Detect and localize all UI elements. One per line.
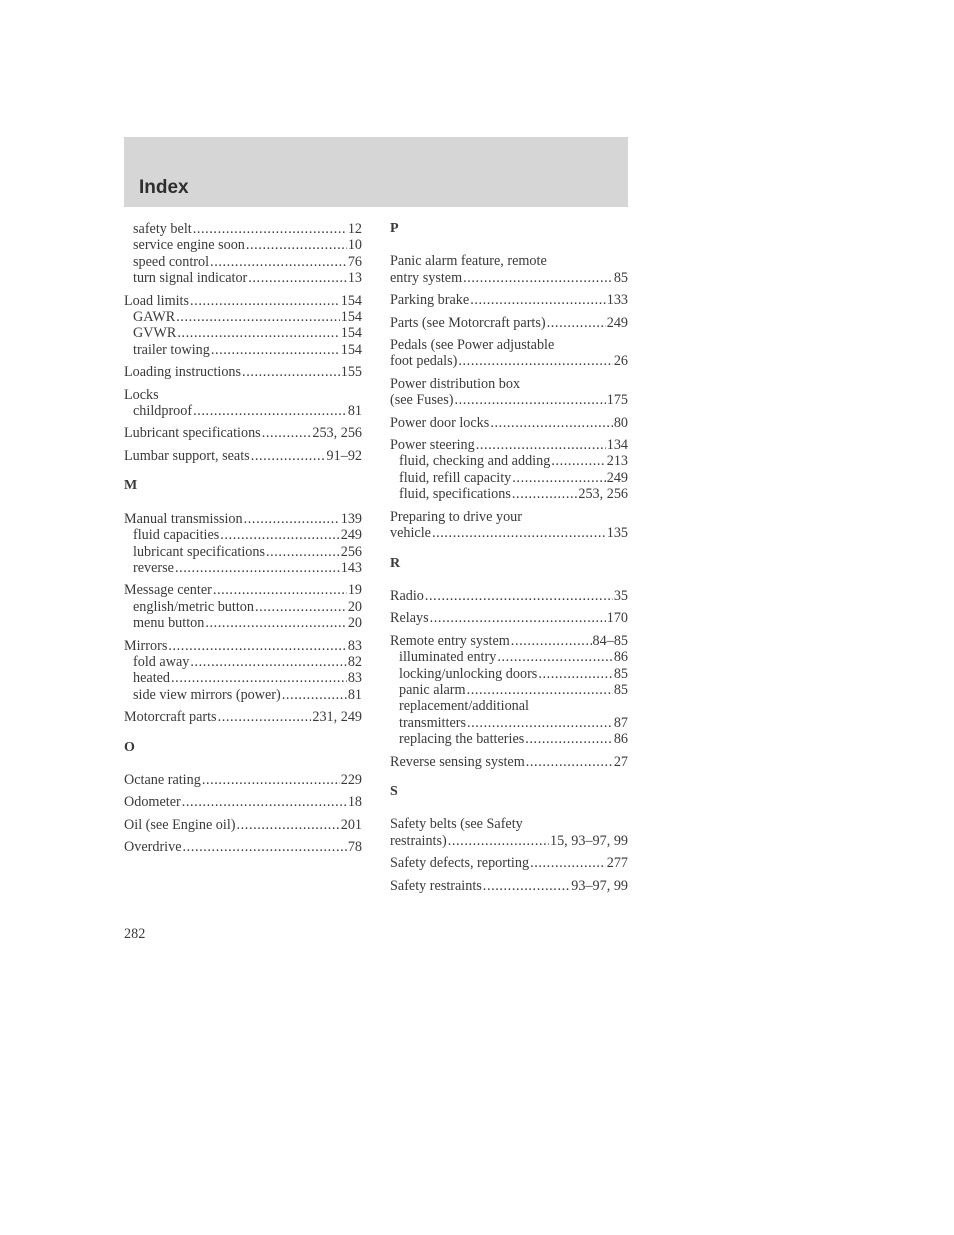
dot-leader [454,392,605,408]
entry-text: speed control [133,253,210,270]
page-reference: 175 [606,392,628,409]
entry-text: entry system [390,269,463,286]
index-subentry [124,615,362,631]
dot-leader [282,687,347,703]
index-entry [390,754,628,770]
entry-text: menu button [133,615,205,632]
index-subentry [124,254,362,270]
entry-text: Power door locks [390,414,490,431]
index-line [124,511,362,527]
index-line [390,415,628,431]
index-entry [390,253,628,286]
dot-leader [213,582,347,598]
page-reference: 83 [347,637,362,654]
index-entry [390,816,628,849]
dot-leader [470,292,606,308]
index-entry [390,292,628,308]
index-line [390,509,628,525]
dot-leader [168,638,346,654]
entry-text: Oil (see Engine oil) [124,816,236,833]
index-line [390,253,628,269]
index-entry [390,855,628,871]
page-reference: 87 [613,714,628,731]
index-line [124,448,362,464]
entry-text: Radio [390,587,424,604]
page-reference: 135 [606,525,628,542]
dot-leader [171,670,347,686]
page-reference: 154 [340,292,362,309]
page-reference: 134 [606,437,628,454]
index-line [124,817,362,833]
page-reference: 15, 93–97, 99 [549,832,628,849]
dot-leader [248,270,347,286]
index-line [390,588,628,604]
page-reference: 170 [606,610,628,627]
page-reference: 133 [606,292,628,309]
page-reference: 85 [613,665,628,682]
page-reference: 81 [347,686,362,703]
dot-leader [547,315,606,331]
dot-leader [182,794,347,810]
index-entry [390,437,628,503]
dot-leader [176,309,340,325]
index-subentry [124,544,362,560]
entry-text: illuminated entry [399,649,497,666]
dot-leader [458,353,612,369]
page-reference: 81 [347,403,362,420]
index-subentry [390,666,628,682]
entry-text: Remote entry system [390,632,510,649]
page-reference: 20 [347,615,362,632]
dot-leader [525,731,613,747]
index-entry [390,588,628,604]
dot-leader [425,588,613,604]
dot-leader [244,511,340,527]
dot-leader [205,615,346,631]
entry-text: Octane rating [124,771,201,788]
page-reference: 249 [606,469,628,486]
dot-leader [476,437,606,453]
page-reference: 229 [340,771,362,788]
index-subentry [124,599,362,615]
page-title: Index [139,177,189,198]
index-column-left [124,221,362,862]
index-line [390,633,628,649]
entry-text: foot pedals) [390,353,458,370]
index-line [390,816,628,832]
dot-leader [467,715,613,731]
page-reference: 231, 249 [312,709,362,726]
dot-leader [183,839,347,855]
entry-text: Message center [124,582,212,599]
page-reference: 85 [613,269,628,286]
index-line [390,855,628,871]
page-reference: 86 [613,731,628,748]
index-line [390,270,628,286]
index-line [390,392,628,408]
index-subentry [390,486,628,502]
page-reference: 13 [347,270,362,287]
section-letter: S [390,783,398,799]
entry-text: Power steering [390,437,475,454]
entry-text: english/metric button [133,598,254,615]
dot-leader [193,221,347,237]
entry-text: Lubricant specifications [124,425,261,442]
entry-text: side view mirrors (power) [133,686,281,703]
index-entry [124,582,362,631]
dot-leader [218,709,312,725]
page-reference: 18 [347,794,362,811]
dot-leader [190,293,340,309]
index-subentry [124,560,362,576]
dot-leader [237,817,340,833]
index-line [124,387,362,403]
dot-leader [511,633,592,649]
page-reference: 86 [613,649,628,666]
dot-leader [202,772,340,788]
entry-text: Pedals (see Power adjustable [390,337,555,354]
index-entry [124,511,362,577]
index-subentry [124,527,362,543]
dot-leader [266,544,340,560]
index-subentry [124,670,362,686]
page-reference: 155 [340,364,362,381]
index-entry [390,315,628,331]
entry-text: vehicle [390,525,431,542]
page-reference: 154 [340,309,362,326]
index-line [390,878,628,894]
page-reference: 26 [613,353,628,370]
entry-text: fluid, refill capacity [399,469,512,486]
page-reference: 82 [347,653,362,670]
index-line [124,794,362,810]
entry-text: replacing the batteries [399,731,525,748]
dot-leader [483,878,570,894]
page-reference: 76 [347,253,362,270]
dot-leader [177,325,339,341]
page-reference: 12 [347,221,362,237]
entry-text: heated [133,670,171,687]
entry-text: lubricant specifications [133,543,265,560]
index-subentry [124,309,362,325]
entry-text: transmitters [399,714,466,731]
entry-text: Safety restraints [390,877,482,894]
entry-text: Manual transmission [124,510,243,527]
page-reference: 19 [347,582,362,599]
page-reference: 78 [347,839,362,856]
dot-leader [246,237,347,253]
page-reference: 249 [606,314,628,331]
entry-text: Safety defects, reporting [390,855,530,872]
entry-text: Reverse sensing system [390,753,525,770]
index-line [124,293,362,309]
entry-text: Overdrive [124,839,182,856]
entry-text: replacement/additional [399,698,529,715]
index-subentry [390,698,628,714]
page-reference: 93–97, 99 [571,877,628,894]
index-subentry [390,649,628,665]
index-line [124,839,362,855]
dot-leader [448,833,549,849]
section-letter: R [390,555,401,571]
dot-leader [538,666,612,682]
entry-text: Preparing to drive your [390,508,522,525]
dot-leader [463,270,613,286]
index-entry [390,633,628,748]
index-subentry [124,221,362,237]
entry-text: Loading instructions [124,364,242,381]
entry-text: Parking brake [390,292,470,309]
dot-leader [430,610,606,626]
index-subentry [390,470,628,486]
entry-text: service engine soon [133,237,245,254]
entry-text: Parts (see Motorcraft parts) [390,314,546,331]
dot-leader [175,560,340,576]
entry-text: Safety belts (see Safety [390,816,523,833]
dot-leader [512,470,605,486]
page-reference: 253, 256 [578,486,628,503]
entry-text: restraints) [390,832,447,849]
index-entry [124,638,362,704]
index-line [124,582,362,598]
dot-leader [262,425,312,441]
index-line [124,364,362,380]
index-entry [390,878,628,894]
section-letter: P [390,221,399,236]
index-subentry [390,682,628,698]
index-entry [124,387,362,420]
dot-leader [512,486,577,502]
index-subentry [124,342,362,358]
dot-leader [211,342,340,358]
page-number: 282 [124,926,146,942]
entry-text: Load limits [124,292,190,309]
page-reference: 20 [347,598,362,615]
entry-text: GVWR [133,325,177,342]
dot-leader [551,453,605,469]
index-subentry [390,731,628,747]
entry-text: fold away [133,653,190,670]
section-letter: O [124,739,135,755]
dot-leader [497,649,612,665]
entry-text: safety belt [133,221,192,237]
index-entry [124,794,362,810]
page-reference: 10 [347,237,362,254]
index-entry [390,415,628,431]
index-entry [124,817,362,833]
page-reference: 253, 256 [312,425,362,442]
page-reference: 80 [613,414,628,431]
entry-text: Power distribution box [390,375,521,392]
index-subentry [124,687,362,703]
entry-text: (see Fuses) [390,392,454,409]
index-line [390,610,628,626]
entry-text: childproof [133,403,193,420]
index-entry [390,610,628,626]
index-entry [124,221,362,287]
index-line [124,425,362,441]
dot-leader [526,754,613,770]
page-reference: 277 [606,855,628,872]
index-line [390,754,628,770]
index-column-right [390,221,628,900]
index-subentry [390,715,628,731]
dot-leader [251,448,326,464]
index-entry [124,448,362,464]
page-reference: 201 [340,816,362,833]
entry-text: fluid capacities [133,527,220,544]
page-reference: 27 [613,753,628,770]
index-line [390,833,628,849]
index-line [390,292,628,308]
index-line [390,337,628,353]
index-line [124,638,362,654]
dot-leader [242,364,340,380]
dot-leader [432,525,606,541]
index-line [390,353,628,369]
page-reference: 143 [340,559,362,576]
entry-text: Odometer [124,794,181,811]
index-entry [390,337,628,370]
section-letter: M [124,478,138,494]
index-entry [124,839,362,855]
dot-leader [193,403,347,419]
index-entry [124,364,362,380]
index-subentry [124,270,362,286]
entry-text: Motorcraft parts [124,709,217,726]
index-subentry [124,325,362,341]
index-entry [124,425,362,441]
dot-leader [530,855,606,871]
index-line [124,709,362,725]
page-reference: 154 [340,325,362,342]
dot-leader [210,254,347,270]
page-reference: 256 [340,543,362,560]
header-bar [124,137,628,207]
page-reference: 35 [613,587,628,604]
entry-text: GAWR [133,309,176,326]
entry-text: fluid, checking and adding [399,453,551,470]
entry-text: Mirrors [124,637,168,654]
index-subentry [390,453,628,469]
entry-text: trailer towing [133,341,210,358]
index-entry [390,376,628,409]
entry-text: turn signal indicator [133,270,248,287]
dot-leader [220,527,339,543]
entry-text: fluid, specifications [399,486,511,503]
index-line [124,772,362,788]
index-line [390,376,628,392]
index-line [390,315,628,331]
index-subentry [124,237,362,253]
page-reference: 213 [606,453,628,470]
index-entry [124,709,362,725]
index-subentry [124,403,362,419]
entry-text: panic alarm [399,681,466,698]
page-reference: 139 [340,510,362,527]
index-subentry [124,654,362,670]
index-entry [124,772,362,788]
index-entry [390,509,628,542]
index-line [390,437,628,453]
entry-text: Lumbar support, seats [124,447,250,464]
entry-text: locking/unlocking doors [399,665,538,682]
index-entry [124,293,362,359]
entry-text: Panic alarm feature, remote [390,253,547,270]
dot-leader [467,682,613,698]
page-reference: 91–92 [326,447,362,464]
dot-leader [490,415,613,431]
entry-text: reverse [133,559,174,576]
dot-leader [255,599,347,615]
dot-leader [190,654,346,670]
page-reference: 249 [340,527,362,544]
entry-text: Relays [390,610,429,627]
page-reference: 154 [340,341,362,358]
page-reference: 85 [613,681,628,698]
index-line [390,525,628,541]
page-reference: 84–85 [592,632,628,649]
page-reference: 83 [347,670,362,687]
entry-text: Locks [124,386,159,403]
